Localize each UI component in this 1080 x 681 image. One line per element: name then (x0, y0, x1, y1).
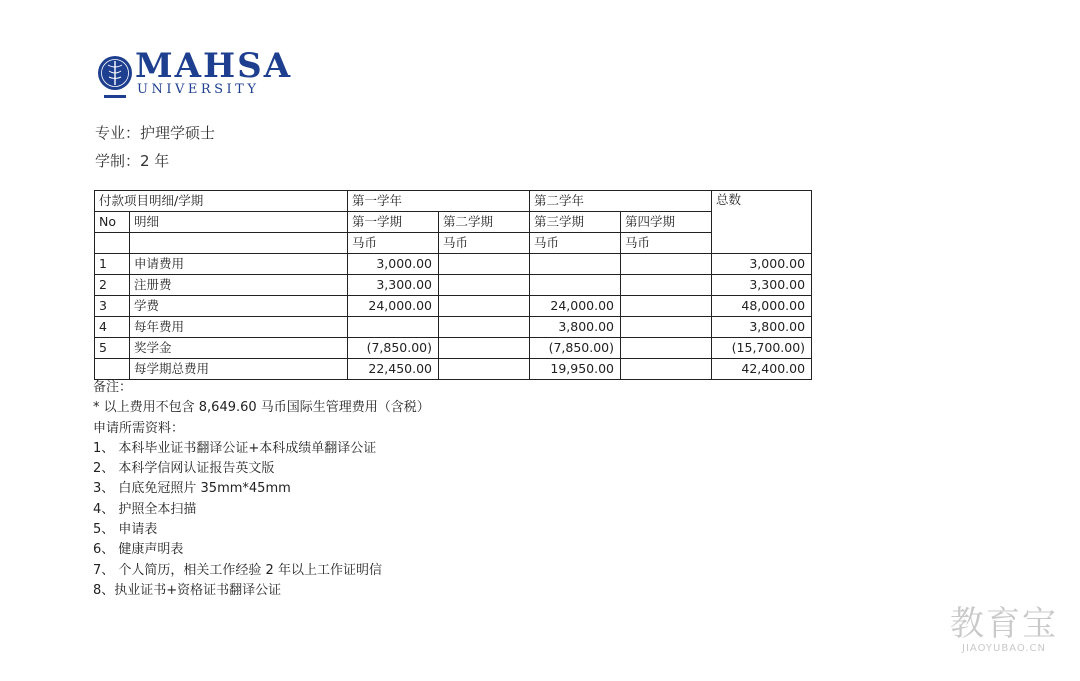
row-sem2 (439, 338, 530, 359)
table-total-row (95, 359, 812, 380)
requirement-item: 3、 白底免冠照片 35mm*45mm (93, 481, 291, 497)
row-item: 奖学金 (130, 338, 348, 359)
table-currency-row (95, 233, 812, 254)
header-year2: 第二学年 (530, 191, 712, 212)
row-total: 48,000.00 (712, 296, 812, 317)
requirement-item: 4、 护照全本扫描 (93, 501, 197, 517)
row-sem4 (621, 338, 712, 359)
row-sem4 (621, 275, 712, 296)
program-label: 专业：护理学硕士 (95, 124, 216, 142)
university-logo (97, 47, 297, 107)
requirement-item: 8、执业证书+资格证书翻译公证 (93, 582, 282, 598)
watermark (950, 605, 1058, 655)
row-item: 注册费 (130, 275, 348, 296)
watermark-text: 教育宝 (950, 604, 1058, 644)
requirements-heading: 申请所需资料： (93, 420, 185, 436)
row-total: 3,800.00 (712, 317, 812, 338)
notes-heading: 备注： (93, 380, 133, 395)
header-sem4: 第四学期 (621, 212, 712, 233)
row-total: 42,400.00 (712, 359, 812, 380)
duration-label: 学制：2 年 (95, 152, 170, 170)
row-sem3: (7,850.00) (530, 338, 621, 359)
requirement-item: 7、 个人简历，相关工作经验 2 年以上工作证明信 (93, 562, 382, 578)
row-sem2 (439, 254, 530, 275)
table-cell (130, 233, 348, 254)
row-sem4 (621, 317, 712, 338)
mahsa-crest-icon (97, 47, 137, 105)
watermark-url: JIAOYUBAO.CN (962, 643, 1046, 654)
row-sem1: 24,000.00 (348, 296, 439, 317)
row-sem4 (621, 359, 712, 380)
row-sem3 (530, 254, 621, 275)
table-row (95, 296, 812, 317)
row-no: 4 (95, 317, 130, 338)
row-sem3: 19,950.00 (530, 359, 621, 380)
row-sem3: 24,000.00 (530, 296, 621, 317)
currency-sem1: 马币 (348, 233, 439, 254)
table-header-row (95, 191, 812, 212)
row-no: 3 (95, 296, 130, 317)
notes-line: * 以上费用不包含 8,649.60 马币国际生管理费用（含税） (93, 400, 430, 416)
row-sem1: 22,450.00 (348, 359, 439, 380)
row-sem2 (439, 317, 530, 338)
row-item: 每年费用 (130, 317, 348, 338)
fee-table (94, 190, 812, 380)
table-row (95, 317, 812, 338)
header-sem1: 第一学期 (348, 212, 439, 233)
notes-section (93, 378, 430, 601)
requirement-item: 1、 本科毕业证书翻译公证+本科成绩单翻译公证 (93, 440, 377, 456)
requirement-item: 2、 本科学信网认证报告英文版 (93, 461, 275, 477)
logo-wordmark: MAHSA (135, 46, 293, 86)
header-item-label: 付款项目明细/学期 (95, 191, 348, 212)
row-item: 申请费用 (130, 254, 348, 275)
header-no: No (95, 212, 130, 233)
row-item: 每学期总费用 (130, 359, 348, 380)
row-sem2 (439, 359, 530, 380)
currency-sem2: 马币 (439, 233, 530, 254)
row-sem3 (530, 275, 621, 296)
header-total: 总数 (712, 191, 812, 254)
row-sem2 (439, 275, 530, 296)
row-sem1: 3,000.00 (348, 254, 439, 275)
row-sem4 (621, 254, 712, 275)
header-sem3: 第三学期 (530, 212, 621, 233)
row-sem1 (348, 317, 439, 338)
table-row (95, 254, 812, 275)
row-sem2 (439, 296, 530, 317)
logo-subtitle: UNIVERSITY (137, 82, 260, 97)
row-no (95, 359, 130, 380)
header-detail: 明细 (130, 212, 348, 233)
row-total: (15,700.00) (712, 338, 812, 359)
row-no: 5 (95, 338, 130, 359)
row-sem1: 3,300.00 (348, 275, 439, 296)
row-sem4 (621, 296, 712, 317)
currency-sem4: 马币 (621, 233, 712, 254)
table-row (95, 275, 812, 296)
header-sem2: 第二学期 (439, 212, 530, 233)
row-total: 3,000.00 (712, 254, 812, 275)
table-cell (95, 233, 130, 254)
row-no: 1 (95, 254, 130, 275)
requirement-item: 5、 申请表 (93, 522, 158, 538)
table-header-row (95, 212, 812, 233)
row-total: 3,300.00 (712, 275, 812, 296)
row-item: 学费 (130, 296, 348, 317)
row-no: 2 (95, 275, 130, 296)
requirement-item: 6、 健康声明表 (93, 542, 184, 558)
table-row (95, 338, 812, 359)
header-year1: 第一学年 (348, 191, 530, 212)
row-sem3: 3,800.00 (530, 317, 621, 338)
currency-sem3: 马币 (530, 233, 621, 254)
row-sem1: (7,850.00) (348, 338, 439, 359)
